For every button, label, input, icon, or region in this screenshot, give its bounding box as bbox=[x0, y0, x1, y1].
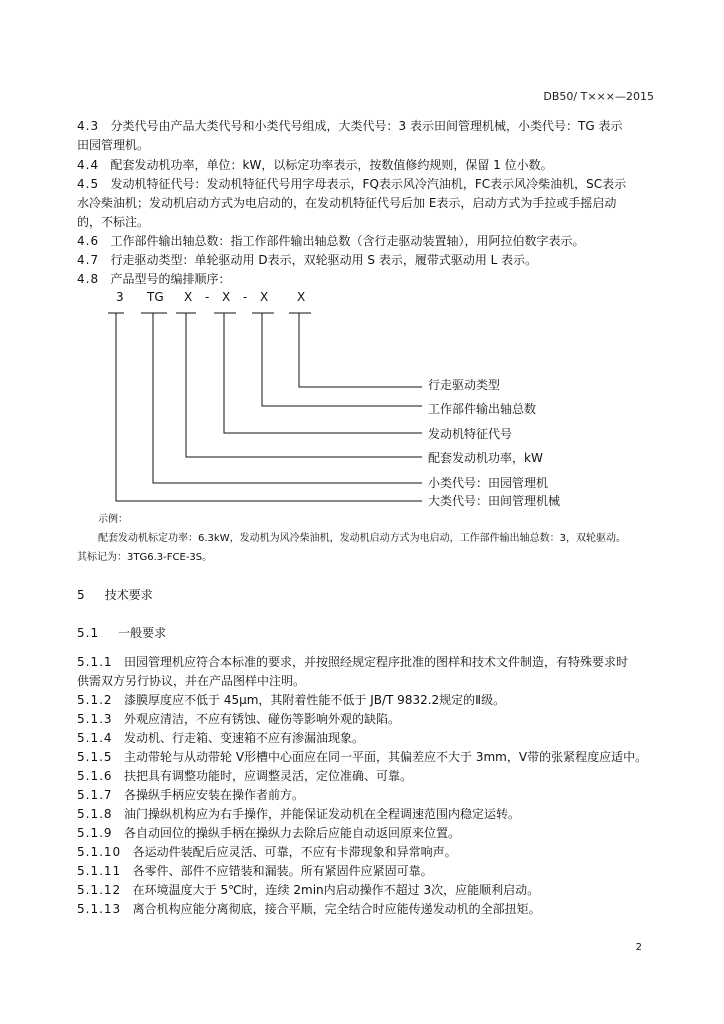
clause-text: 分类代号由产品大类代号和小类代号组成，大类代号：3 表示田间管理机械，小类代号：TG 表示 bbox=[110, 119, 623, 133]
clause-number: 4.6 bbox=[77, 234, 100, 248]
example-line-1: 配套发动机标定功率：6.3kW，发动机为风冷柴油机，发动机启动方式为电启动，工作部件输出轴总数：3，双轮驱动。 bbox=[98, 533, 626, 544]
clause-text: 扶把具有调整功能时，应调整灵活，定位准确、可靠。 bbox=[124, 769, 413, 783]
clause-5-1-1-cont: 供需双方另行协议，并在产品图样中注明。 bbox=[77, 674, 306, 688]
clause-4-5-cont2: 的，不标注。 bbox=[77, 215, 150, 229]
clause-number: 5.1.2 bbox=[77, 693, 113, 707]
example-title: 示例： bbox=[98, 514, 128, 525]
label-engine-feature: 发动机特征代号 bbox=[428, 427, 513, 441]
clause-number: 5.1.3 bbox=[77, 712, 113, 726]
clause-number: 4.8 bbox=[77, 272, 100, 286]
subsection-number: 5.1 bbox=[77, 626, 100, 640]
clause-text: 产品型号的编排顺序： bbox=[110, 272, 231, 286]
clause-number: 5.1.13 bbox=[77, 902, 122, 916]
clause-text: 各操纵手柄应安装在操作者前方。 bbox=[124, 788, 305, 802]
code-minor-category: TG bbox=[147, 290, 164, 304]
clause-number: 5.1.5 bbox=[77, 750, 113, 764]
clause-5-1-8 bbox=[77, 805, 657, 824]
clause-number: 5.1.6 bbox=[77, 769, 113, 783]
clause-number: 4.7 bbox=[77, 253, 100, 267]
clause-5-1-3 bbox=[77, 710, 657, 729]
page-number: 2 bbox=[635, 942, 642, 953]
connector-power bbox=[186, 313, 422, 457]
clause-text: 外观应清洁，不应有锈蚀、碰伤等影响外观的缺陷。 bbox=[124, 712, 401, 726]
clause-number: 5.1.9 bbox=[77, 826, 113, 840]
clause-5-1-11 bbox=[77, 862, 657, 881]
label-major-category: 大类代号：田间管理机械 bbox=[428, 494, 561, 508]
clause-5-1-5 bbox=[77, 748, 677, 767]
clause-5-1-13 bbox=[77, 900, 657, 919]
clause-number: 4.4 bbox=[77, 158, 100, 172]
label-shaft-count: 工作部件输出轴总数 bbox=[428, 402, 537, 416]
code-dash-1: - bbox=[205, 290, 210, 304]
clause-text: 各零件、部件不应错装和漏装。所有紧固件应紧固可靠。 bbox=[132, 864, 433, 878]
clause-text: 田园管理机应符合本标准的要求，并按照经规定程序批准的图样和技术文件制造，有特殊要求时 bbox=[124, 655, 629, 669]
clause-text: 主动带轮与从动带轮 V形槽中心面应在同一平面，其偏差应不大于 3mm，V带的张紧程度应适中。 bbox=[124, 750, 648, 764]
clause-text: 离合机构应能分离彻底，接合平顺，完全结合时应能传递发动机的全部扭矩。 bbox=[132, 902, 541, 916]
connector-engine bbox=[224, 313, 422, 433]
section-title: 技术要求 bbox=[104, 588, 153, 602]
clause-number: 5.1.8 bbox=[77, 807, 113, 821]
label-power: 配套发动机功率，kW bbox=[428, 451, 543, 465]
clause-5-1-9 bbox=[77, 824, 657, 843]
clause-4-3-cont: 田园管理机。 bbox=[77, 138, 150, 152]
clause-text: 油门操纵机构应为右手操作，并能保证发动机在全程调速范围内稳定运转。 bbox=[124, 807, 521, 821]
subsection-title: 一般要求 bbox=[118, 626, 167, 640]
clause-5-1-6 bbox=[77, 767, 657, 786]
example-line-2: 其标记为：3TG6.3-FCE-3S。 bbox=[77, 552, 213, 563]
connector-shaft bbox=[262, 313, 422, 406]
clause-text: 行走驱动类型：单轮驱动用 D表示，双轮驱动用 S 表示，履带式驱动用 L 表示。 bbox=[110, 253, 538, 267]
clause-number: 5.1.1 bbox=[77, 655, 113, 669]
code-dash-2: - bbox=[243, 290, 248, 304]
clause-5-1-7 bbox=[77, 786, 657, 805]
clause-text: 发动机、行走箱、变速箱不应有渗漏油现象。 bbox=[124, 731, 365, 745]
clause-number: 4.5 bbox=[77, 177, 100, 191]
clause-5-1-2 bbox=[77, 691, 657, 710]
clause-text: 在环境温度大于 5℃时，连续 2min内启动操作不超过 3次，应能顺利启动。 bbox=[132, 883, 540, 897]
clause-number: 5.1.10 bbox=[77, 845, 122, 859]
clause-number: 5.1.4 bbox=[77, 731, 113, 745]
subsection-5-1-heading bbox=[77, 624, 657, 643]
connector-major bbox=[116, 313, 422, 501]
clause-4-5-cont1: 水冷柴油机；发动机启动方式为电启动的，在发动机特征代号后加 E表示，启动方式为手拉或手摇启动 bbox=[77, 196, 617, 210]
clause-text: 漆膜厚度应不低于 45μm，其附着性能不低于 JB/T 9832.2规定的Ⅱ级。 bbox=[124, 693, 506, 707]
document-number: DB50/ T×××—2015 bbox=[543, 90, 654, 103]
label-minor-category: 小类代号：田园管理机 bbox=[428, 476, 549, 490]
clause-number: 5.1.12 bbox=[77, 883, 122, 897]
clause-number: 5.1.11 bbox=[77, 864, 122, 878]
clause-text: 配套发动机功率，单位：kW，以标定功率表示，按数值修约规则，保留 1 位小数。 bbox=[110, 158, 553, 172]
clause-number: 5.1.7 bbox=[77, 788, 113, 802]
code-shaft-count: X bbox=[260, 290, 269, 304]
section-5-heading bbox=[77, 586, 657, 605]
clause-text: 工作部件输出轴总数：指工作部件输出轴总数（含行走驱动装置轴），用阿拉伯数字表示。 bbox=[110, 234, 585, 248]
clause-text: 各自动回位的操纵手柄在操纵力去除后应能自动返回原来位置。 bbox=[124, 826, 461, 840]
clause-5-1-12 bbox=[77, 881, 657, 900]
clause-5-1-4 bbox=[77, 729, 657, 748]
code-power: X bbox=[184, 290, 193, 304]
section-number: 5 bbox=[77, 588, 86, 602]
label-drive-type: 行走驱动类型 bbox=[428, 378, 501, 392]
code-drive-type: X bbox=[297, 290, 306, 304]
code-major-category: 3 bbox=[116, 290, 124, 304]
connector-drive bbox=[299, 313, 422, 387]
clause-5-1-1 bbox=[77, 653, 657, 672]
clause-text: 各运动件装配后应灵活、可靠，不应有卡滞现象和异常响声。 bbox=[132, 845, 457, 859]
code-engine-feature: X bbox=[222, 290, 231, 304]
clause-text: 发动机特征代号：发动机特征代号用字母表示，FQ表示风冷汽油机，FC表示风冷柴油机，SC表示 bbox=[110, 177, 627, 191]
clause-5-1-10 bbox=[77, 843, 657, 862]
clause-number: 4.3 bbox=[77, 119, 100, 133]
